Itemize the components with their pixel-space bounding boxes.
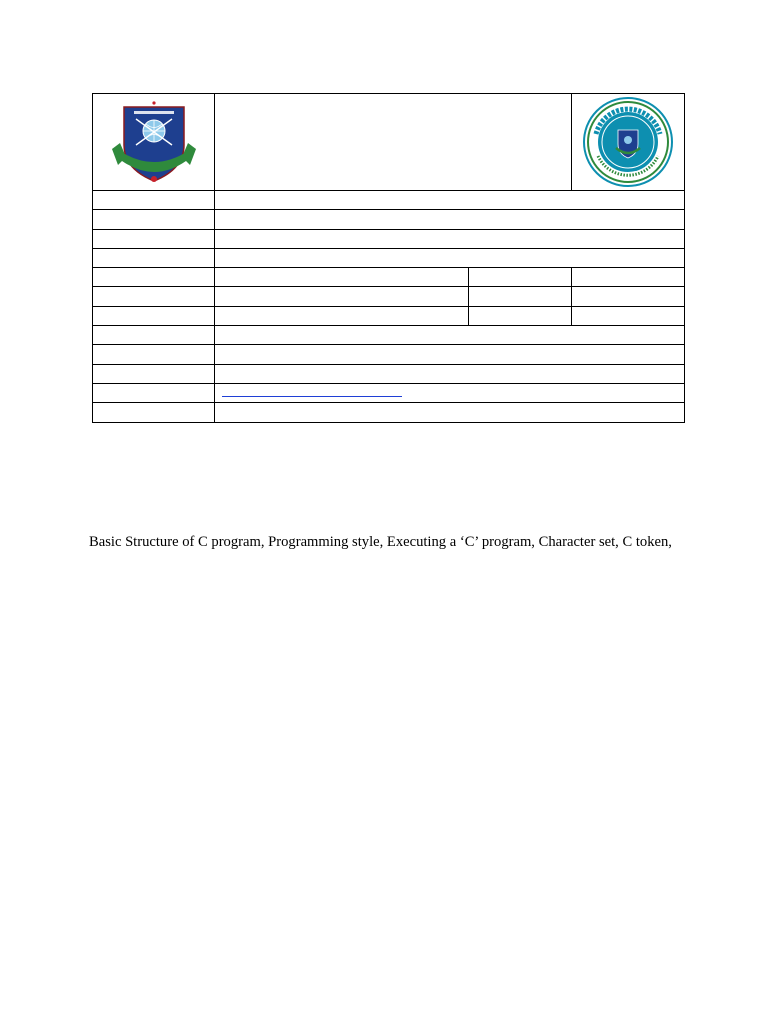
info-row-9 [93, 345, 685, 364]
info-link-cell [215, 383, 685, 402]
info-value-cell [215, 287, 469, 306]
info-value-cell [215, 191, 685, 210]
info-label-cell [93, 268, 215, 287]
info-value-cell [215, 268, 469, 287]
info-row-4 [93, 248, 685, 267]
info-label-cell [93, 191, 215, 210]
info-value-cell [215, 364, 685, 383]
logo-row [93, 94, 685, 191]
info-value-cell [215, 345, 685, 364]
info-extra-cell [572, 268, 685, 287]
info-label-cell [93, 403, 215, 422]
info-row-5 [93, 268, 685, 287]
info-label-cell [93, 229, 215, 248]
info-row-12 [93, 403, 685, 422]
info-extra-cell [469, 306, 572, 325]
info-value-cell [215, 248, 685, 267]
info-extra-cell [572, 287, 685, 306]
info-extra-cell [469, 268, 572, 287]
info-value-cell [215, 210, 685, 229]
info-label-cell [93, 287, 215, 306]
title-cell [215, 94, 572, 191]
info-value-cell [215, 229, 685, 248]
info-extra-cell [572, 306, 685, 325]
diu-shield-logo-icon [106, 99, 202, 185]
email-link[interactable] [222, 386, 402, 397]
info-row-10 [93, 364, 685, 383]
info-row-6 [93, 287, 685, 306]
info-label-cell [93, 210, 215, 229]
info-row-1 [93, 191, 685, 210]
info-label-cell [93, 364, 215, 383]
left-logo-cell [93, 94, 215, 191]
course-info-table [92, 93, 685, 423]
info-value-cell [215, 306, 469, 325]
info-row-7 [93, 306, 685, 325]
info-row-3 [93, 229, 685, 248]
info-row-8 [93, 326, 685, 345]
info-label-cell [93, 345, 215, 364]
info-label-cell [93, 326, 215, 345]
info-label-cell [93, 306, 215, 325]
department-of-cse-seal-icon [582, 96, 674, 188]
topics-paragraph: Basic Structure of C program, Programming style, Executing a ‘C’ program, Character set, C token, [89, 534, 672, 550]
info-extra-cell [469, 287, 572, 306]
right-logo-cell [572, 94, 685, 191]
info-value-cell [215, 326, 685, 345]
info-row-11 [93, 383, 685, 402]
info-row-2 [93, 210, 685, 229]
info-value-cell [215, 403, 685, 422]
info-label-cell [93, 383, 215, 402]
info-label-cell [93, 248, 215, 267]
